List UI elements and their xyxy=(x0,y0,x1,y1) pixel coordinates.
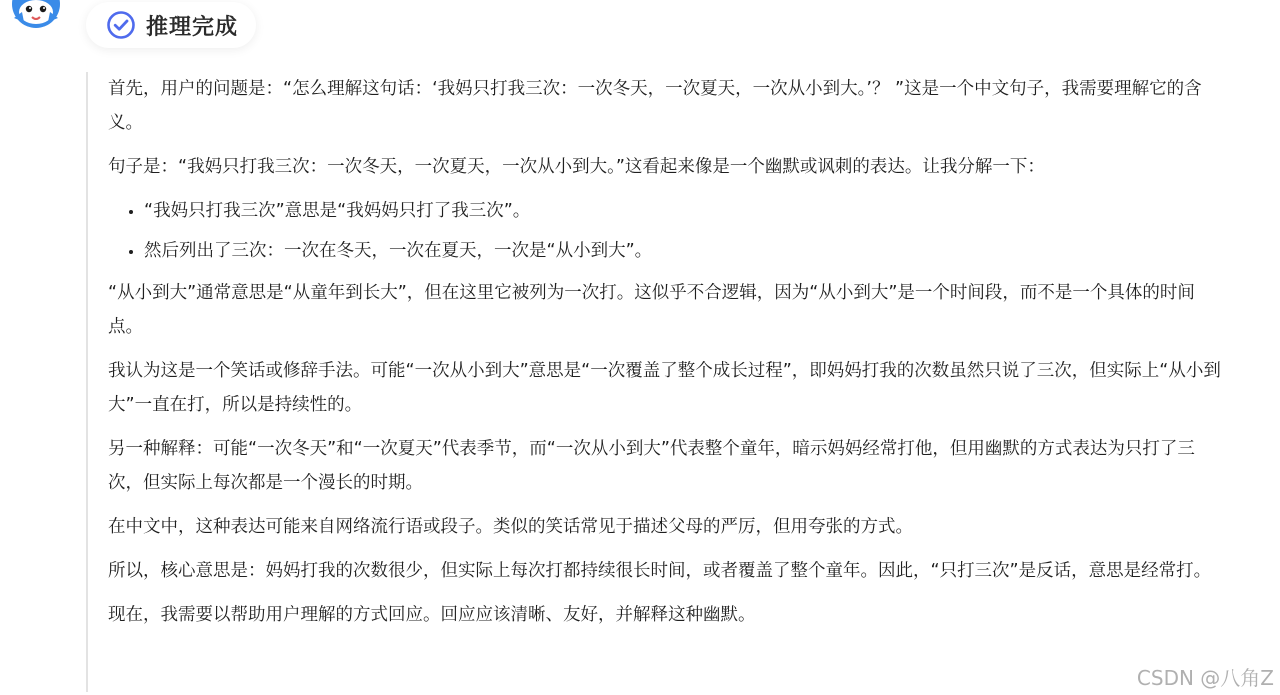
list-item: • “我妈只打我三次”意思是“我妈妈只打了我三次”。 xyxy=(144,194,1226,228)
reasoning-bullet-list xyxy=(108,194,1226,268)
reasoning-paragraph: 现在，我需要以帮助用户理解的方式回应。回应应该清晰、友好，并解释这种幽默。 xyxy=(108,605,756,625)
watermark: CSDN @八角Z xyxy=(1136,666,1274,690)
reasoning-paragraph: 在中文中，这种表达可能来自网络流行语或段子。类似的笑话常见于描述父母的严厉，但用夸张的方式。 xyxy=(108,517,913,537)
reasoning-paragraph: 另一种解释：可能“一次冬天”和“一次夏天”代表季节，而“一次从小到大”代表整个童年，暗示妈妈经常打他，但用幽默的方式表达为只打了三次，但实际上每次都是一个漫长的时期。 xyxy=(108,439,1195,493)
list-item: • 然后列出了三次：一次在冬天，一次在夏天，一次是“从小到大”。 xyxy=(144,234,1226,268)
reasoning-paragraph: 首先，用户的问题是：“怎么理解这句话：‘我妈只打我三次：一次冬天，一次夏天，一次从小到大。’？ ”这是一个中文句子，我需要理解它的含义。 xyxy=(108,79,1202,133)
reasoning-status[interactable] xyxy=(86,2,256,48)
reasoning-paragraph: 句子是：“我妈只打我三次：一次冬天，一次夏天，一次从小到大。”这看起来像是一个幽默或讽刺的表达。让我分解一下： xyxy=(108,157,1045,177)
check-circle-icon xyxy=(106,10,136,40)
reasoning-paragraph: 所以，核心意思是：妈妈打我的次数很少，但实际上每次打都持续很长时间，或者覆盖了整个童年。因此，“只打三次”是反话，意思是经常打。 xyxy=(108,561,1212,581)
reasoning-status-label: 推理完成 xyxy=(146,14,239,40)
mascot-icon xyxy=(10,0,62,30)
reasoning-content xyxy=(86,72,1226,692)
reasoning-paragraph: “从小到大”通常意思是“从童年到长大”，但在这里它被列为一次打。这似乎不合逻辑，因为“从小到大”是一个时间段，而不是一个具体的时间点。 xyxy=(108,283,1195,337)
reasoning-paragraph: 我认为这是一个笑话或修辞手法。可能“一次从小到大”意思是“一次覆盖了整个成长过程”，即妈妈打我的次数虽然只说了三次，但实际上“从小到大”一直在打，所以是持续性的。 xyxy=(108,361,1221,415)
assistant-avatar xyxy=(10,0,62,30)
